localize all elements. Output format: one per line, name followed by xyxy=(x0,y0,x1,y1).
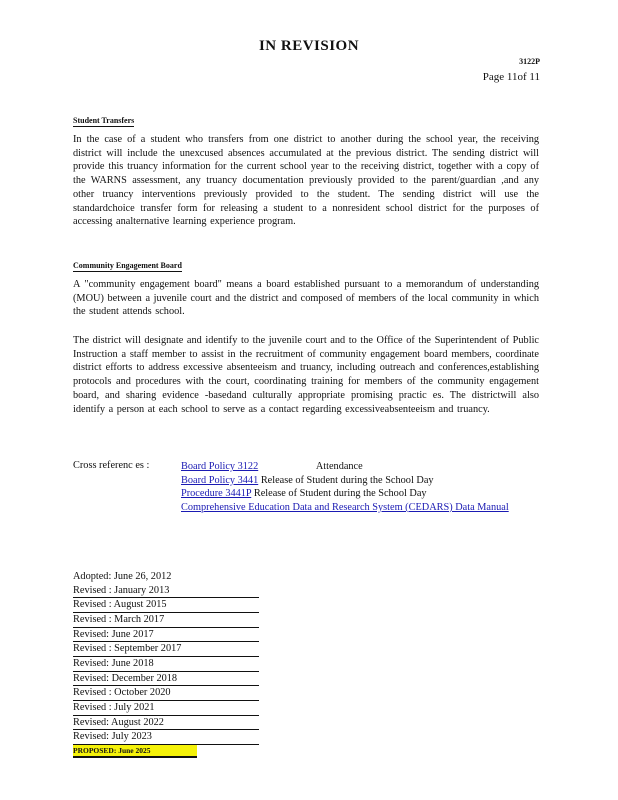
history-row: Revised: June 2018 xyxy=(73,657,259,672)
cross-reference-item xyxy=(181,487,526,501)
cross-references-label: Cross referenc es : xyxy=(73,460,150,471)
history-row: Revised: June 2017 xyxy=(73,628,259,643)
cross-references-list xyxy=(181,460,526,514)
cross-reference-description: Release of Student during the School Day xyxy=(260,474,434,486)
history-row: Revised: July 2023 xyxy=(73,730,259,745)
history-row-adopted: Adopted: June 26, 2012 xyxy=(73,571,172,582)
student-transfers-paragraph: In the case of a student who transfers from one district to another during the school year, the receiving district will include the unexcused absences accumulated at the previous district. The sending district will provide this truancy information for the current school year to the receiving district, together with a copy of the WARNS assessment, any truancy documentation previously provided to the parent/guardian ,and any other truancy interventions previously provided to the student. The sending district will use the standardchoice transfer form for releasing a student to a nonresident school district for the purposes of accessing analternative learning experience program. xyxy=(73,134,539,228)
cedars-data-manual-link[interactable]: Comprehensive Education Data and Research System (CEDARS) Data Manual xyxy=(181,501,509,513)
revision-history xyxy=(73,570,259,758)
board-policy-3441-link[interactable]: Board Policy 3441 xyxy=(181,474,259,486)
history-row: Revised : October 2020 xyxy=(73,686,259,701)
document-status-title: IN REVISION xyxy=(258,38,360,54)
history-row: Revised: August 2022 xyxy=(73,716,259,731)
section-heading-community-engagement-board: Community Engagement Board xyxy=(73,261,182,270)
board-policy-3122-link[interactable]: Board Policy 3122 xyxy=(181,461,259,472)
procedure-number: 3122P xyxy=(519,57,540,66)
cross-reference-item xyxy=(181,460,526,474)
history-row-proposed: PROPOSED: June 2025 xyxy=(73,745,197,758)
history-row: Revised : September 2017 xyxy=(73,642,259,657)
cross-reference-item xyxy=(181,474,526,488)
cross-reference-description: Attendance xyxy=(315,461,363,472)
history-row: Revised : August 2015 xyxy=(73,598,259,613)
district-designation-paragraph: The district will designate and identify to the juvenile court and to the Office of the Superintendent of Public Instruction a staff member to assist in the recruitment of community engagement board members, coordinate district efforts to address excessive absenteeism and truancy, including outreach and conferences,establishing protocols and procedures with the court, coordinating training for members of the community engagement board, and sharing evidence -basedand culturally appropriate promising practic es. The districtwill also identify a person at each school to serve as a contact regarding excessiveabsenteeism and truancy. xyxy=(73,335,539,415)
section-heading-student-transfers: Student Transfers xyxy=(73,116,135,125)
history-row: Revised: December 2018 xyxy=(73,672,259,687)
history-row: Revised : January 2013 xyxy=(73,584,259,599)
page-number: Page 11of 11 xyxy=(482,71,540,83)
history-row: Revised : March 2017 xyxy=(73,613,259,628)
cross-reference-item xyxy=(181,501,526,515)
community-board-definition-paragraph: A "community engagement board" means a board established pursuant to a memorandum of understanding (MOU) between a juvenile court and the district and composed of members of the local community in which the student attends school. xyxy=(73,279,539,318)
history-row: Revised : July 2021 xyxy=(73,701,259,716)
procedure-3441p-link[interactable]: Procedure 3441P xyxy=(181,488,252,500)
cross-reference-description: Release of Student during the School Day xyxy=(253,488,427,500)
